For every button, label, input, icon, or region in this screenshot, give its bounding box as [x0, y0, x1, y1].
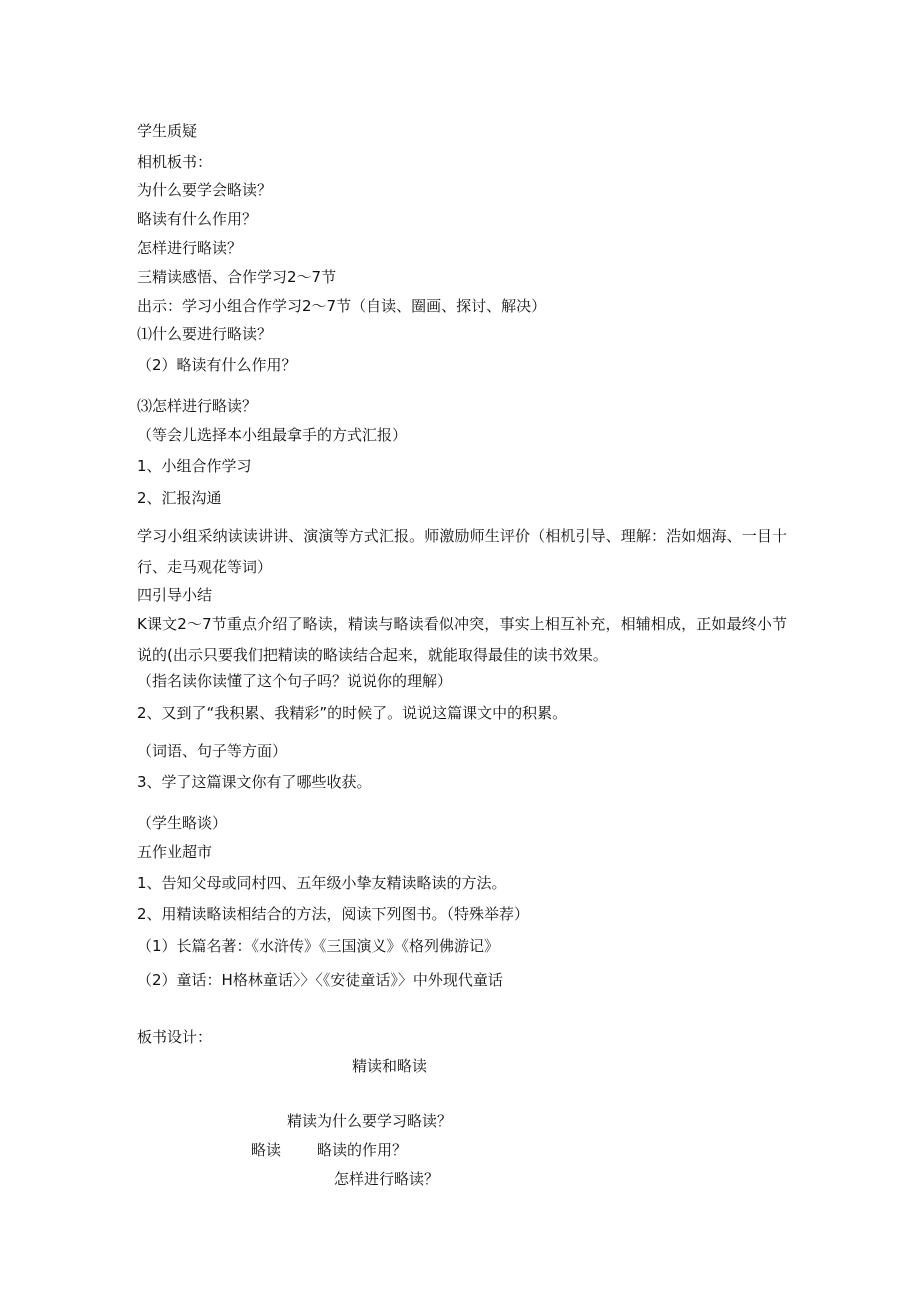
text-line: 为什么要学会略读？: [137, 181, 273, 199]
board-jingdu: 精读: [287, 1112, 318, 1130]
section-heading: 三精读感悟、合作学习2～7节: [137, 268, 337, 286]
text-line: 1、小组合作学习: [137, 457, 252, 475]
paragraph: 学习小组采纳读读讲讲、演演等方式汇报。师激励师生评价（相机引导、理解：浩如烟海、一目十行、走马观花等词）: [137, 527, 787, 576]
section-heading: 四引导小结: [137, 586, 213, 604]
text-line: 相机板书：: [137, 153, 213, 171]
text-line: （等会儿选择本小组最拿手的方式汇报）: [137, 426, 408, 444]
board-luedu: 略读: [251, 1141, 282, 1159]
section-heading: 五作业超市: [137, 843, 213, 861]
text-line: ⑴什么要进行略读？: [137, 325, 273, 343]
text-line: 2、又到了“我积累、我精彩”的时候了。说说这篇课文中的积累。: [137, 704, 568, 722]
board-question-3: 怎样进行略读？: [334, 1170, 440, 1188]
text-line: 3、学了这篇课文你有了哪些收获。: [137, 773, 372, 791]
text-line: （1）长篇名著：《水浒传》《三国演义》《格列佛游记》: [137, 937, 500, 955]
text-line: 板书设计：: [137, 1028, 213, 1046]
board-title: 精读和略读: [352, 1057, 428, 1075]
text-line: （词语、句子等方面）: [137, 742, 288, 760]
text-line: （2）略读有什么作用？: [137, 356, 297, 374]
text-line: 2、用精读略读相结合的方法，阅读下列图书。（特殊举荐）: [137, 905, 530, 923]
paragraph: K课文2～7节重点介绍了略读，精读与略读看似冲突，事实上相互补充，相辅相成，正如最终小节说的(出示只要我们把精读的略读结合起来，就能取得最佳的读书效果。: [137, 615, 787, 664]
text-line: 怎样进行略读？: [137, 239, 243, 257]
text-line: （2）童话：H格林童话〉〉〈《安徒童话》〉中外现代童话: [137, 971, 503, 989]
text-line: 出示：学习小组合作学习2～7节（自读、圈画、探讨、解决）: [137, 297, 547, 315]
board-question-1: 为什么要学习略读？: [317, 1112, 453, 1130]
text-line: （学生略谈）: [137, 814, 228, 832]
text-line: （指名读你读懂了这个句子吗？说说你的理解）: [137, 672, 453, 690]
text-line: 1、告知父母或同村四、五年级小挚友精读略读的方法。: [137, 874, 507, 892]
board-question-2: 略读的作用？: [317, 1141, 408, 1159]
text-line: 略读有什么作用？: [137, 210, 258, 228]
text-line: 学生质疑: [137, 122, 198, 140]
text-line: 2、汇报沟通: [137, 489, 222, 507]
text-line: ⑶怎样进行略读？: [137, 397, 258, 415]
